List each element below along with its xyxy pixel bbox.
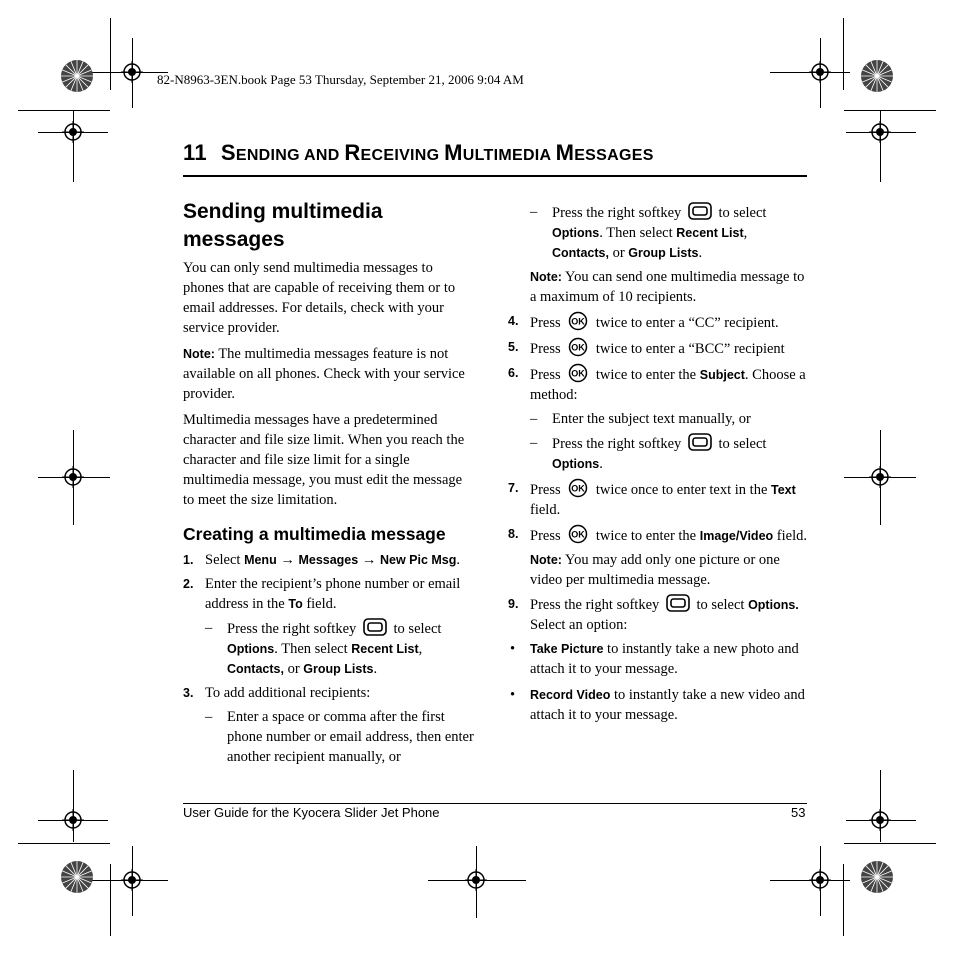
page-number: 53	[791, 805, 806, 820]
title-cap: R	[344, 140, 361, 165]
left-column	[183, 198, 475, 771]
registration-target-icon	[121, 869, 143, 891]
crop-line	[844, 110, 936, 111]
registration-target-icon	[869, 121, 891, 143]
chapter-title-word	[221, 140, 344, 165]
step-9	[508, 594, 808, 635]
step-text: Press	[530, 341, 561, 357]
step-text: .	[698, 245, 703, 261]
subsection-heading: Creating a multimedia message	[183, 524, 446, 544]
title-rest: ECEIVING	[360, 147, 445, 164]
step-number: 1.	[183, 553, 194, 567]
dash-marker: –	[205, 709, 213, 725]
chapter-title-word	[344, 140, 444, 165]
right-softkey-icon	[363, 618, 387, 636]
step-number: 3.	[183, 686, 194, 700]
step-text: Press	[530, 482, 561, 498]
ok-key-icon	[568, 311, 588, 331]
step-5	[508, 337, 808, 359]
section-heading: Sending multimedia messages	[183, 200, 383, 251]
step-text: .	[599, 456, 603, 472]
intro-paragraph: You can only send multimedia messages to phones that are capable of receiving them or to email addresses. For details, check with your service provider.	[183, 260, 456, 336]
bullet-text: to instantly take a new photo and attach it to your message.	[530, 641, 799, 677]
step-3-option-2	[508, 202, 808, 263]
registration-target-icon	[809, 869, 831, 891]
step-number: 7.	[508, 481, 519, 495]
step-number: 9.	[508, 597, 519, 611]
step-text: . Then select	[274, 641, 352, 657]
crop-line	[844, 843, 936, 844]
group-lists-label: Group Lists	[303, 662, 374, 676]
step-text: ,	[418, 641, 423, 657]
image-video-field-label: Image/Video	[699, 529, 774, 543]
dash-marker: –	[530, 435, 538, 451]
ok-key-icon	[568, 337, 588, 357]
step-text: twice once to enter text in the	[595, 482, 772, 498]
note-paragraph	[508, 550, 808, 590]
options-label: Options.	[748, 598, 799, 612]
title-cap: M	[444, 140, 463, 165]
step-text: or	[283, 661, 304, 677]
contacts-label: Contacts,	[552, 246, 609, 260]
right-softkey-icon	[688, 433, 712, 451]
registration-target-icon	[121, 61, 143, 83]
step-text: Enter a space or comma after the first phone number or email address, then enter another recipient manually, or	[227, 709, 474, 765]
step-text: twice to enter the	[595, 367, 700, 383]
step-text: or	[608, 245, 629, 261]
ok-key-label: OK	[571, 368, 585, 379]
step-6-option-1	[508, 409, 808, 429]
options-label: Options	[227, 642, 275, 656]
step-text: field.	[302, 596, 337, 612]
note-label: Note:	[183, 347, 215, 361]
footer-title: User Guide for the Kyocera Slider Jet Phone	[183, 805, 440, 820]
crop-line	[110, 864, 111, 936]
step-text: Select	[205, 552, 245, 568]
step-text: Select an option:	[530, 617, 628, 633]
crop-line	[18, 110, 110, 111]
footer-rule	[183, 803, 807, 804]
note-paragraph	[508, 267, 808, 307]
new-pic-msg-label: New Pic Msg	[379, 553, 457, 567]
dash-marker: –	[205, 620, 213, 636]
record-video-label: Record Video	[530, 688, 611, 702]
note-paragraph	[183, 344, 475, 404]
book-header: 82-N8963-3EN.book Page 53 Thursday, September 21, 2006 9:04 AM	[157, 72, 524, 87]
step-text: Enter the subject text manually, or	[552, 411, 751, 427]
crop-line	[110, 18, 111, 90]
step-text: twice to enter a “BCC” recipient	[595, 341, 785, 357]
chapter-title	[183, 140, 654, 166]
step-number: 4.	[508, 314, 519, 328]
step-text: to select	[718, 436, 767, 452]
step-text: ,	[743, 225, 748, 241]
step-6-option-2	[508, 433, 808, 474]
step-text: to select	[393, 621, 442, 637]
step-number: 6.	[508, 366, 519, 380]
options-label: Options	[552, 226, 600, 240]
step-text: Press the right softkey	[530, 597, 660, 613]
crop-line	[73, 770, 74, 842]
title-cap: M	[555, 140, 575, 165]
contacts-label: Contacts,	[227, 662, 284, 676]
crop-line	[843, 18, 844, 90]
step-text: field.	[530, 502, 561, 518]
registration-target-icon	[465, 869, 487, 891]
step-text: to select	[696, 597, 749, 613]
step-text: field.	[773, 528, 807, 544]
crop-line	[843, 864, 844, 936]
note-text: You may add only one picture or one video per multimedia message.	[530, 552, 780, 588]
bullet-text: to instantly take a new video and attach it to your message.	[530, 687, 805, 723]
color-bar-star-icon	[860, 59, 894, 93]
title-rest: ULTIMEDIA	[462, 147, 556, 164]
options-label: Options	[552, 457, 600, 471]
registration-target-icon	[62, 466, 84, 488]
chapter-title-word	[556, 140, 654, 165]
step-text: to select	[718, 205, 767, 221]
note-text: You can send one multimedia message to a maximum of 10 recipients.	[530, 269, 805, 305]
group-lists-label: Group Lists	[628, 246, 699, 260]
step-text: Press	[530, 315, 561, 331]
ok-key-label: OK	[571, 483, 585, 494]
step-3-option	[183, 707, 475, 767]
registration-target-icon	[809, 61, 831, 83]
ok-key-label: OK	[571, 529, 585, 540]
step-text: twice to enter the	[595, 528, 700, 544]
step-text: . Then select	[599, 225, 677, 241]
ok-key-label: OK	[571, 342, 585, 353]
color-bar-star-icon	[860, 860, 894, 894]
note-label: Note:	[530, 270, 562, 284]
title-cap: S	[220, 140, 236, 165]
right-softkey-icon	[666, 594, 690, 612]
dash-marker: –	[530, 411, 538, 427]
registration-target-icon	[62, 121, 84, 143]
arrow-icon: →	[358, 552, 380, 568]
step-number: 5.	[508, 340, 519, 354]
title-rest: ENDING AND	[235, 147, 345, 164]
note-text: The multimedia messages feature is not available on all phones. Check with your service provider.	[183, 346, 465, 402]
ok-key-icon	[568, 478, 588, 498]
messages-label: Messages	[298, 553, 359, 567]
step-text: Enter the recipient’s phone number or email address in the	[205, 576, 461, 612]
ok-key-icon	[568, 524, 588, 544]
chapter-title-word	[444, 140, 555, 165]
step-text: Press the right softkey	[227, 621, 357, 637]
step-8	[508, 524, 808, 546]
color-bar-star-icon	[60, 59, 94, 93]
step-text: . Choose a method:	[530, 367, 806, 403]
crop-line	[880, 770, 881, 842]
limits-paragraph: Multimedia messages have a predetermined character and file size limit. When you reach the character and file size limit for a single multimedia message, you must edit the message to meet the size limitation.	[183, 412, 465, 508]
step-text: Press	[530, 367, 561, 383]
ok-key-icon	[568, 363, 588, 383]
right-softkey-icon	[688, 202, 712, 220]
step-text: Press	[530, 528, 561, 544]
step-1	[183, 550, 475, 570]
step-text: twice to enter a “CC” recipient.	[595, 315, 779, 331]
option-record-video	[508, 685, 808, 725]
registration-target-icon	[869, 466, 891, 488]
title-rest: ESSAGES	[574, 147, 654, 164]
step-number: 2.	[183, 577, 194, 591]
subject-field-label: Subject	[699, 368, 745, 382]
registration-target-icon	[62, 809, 84, 831]
note-label: Note:	[530, 553, 562, 567]
step-text: .	[456, 552, 461, 568]
registration-target-icon	[869, 809, 891, 831]
bullet-marker: •	[510, 641, 516, 657]
dash-marker: –	[530, 204, 538, 220]
step-number: 8.	[508, 527, 519, 541]
bullet-marker: •	[510, 687, 516, 703]
arrow-icon: →	[276, 552, 299, 568]
step-6	[508, 363, 808, 405]
step-7	[508, 478, 808, 520]
step-text: Press the right softkey	[552, 436, 682, 452]
take-picture-label: Take Picture	[530, 642, 604, 656]
chapter-number: 11	[183, 140, 207, 165]
crop-line	[18, 843, 110, 844]
step-2	[183, 574, 475, 614]
step-2-option	[183, 618, 475, 679]
step-3	[183, 683, 475, 703]
step-text: To add additional recipients:	[205, 685, 371, 701]
recent-list-label: Recent List	[351, 642, 419, 656]
step-4	[508, 311, 808, 333]
to-field-label: To	[288, 597, 303, 611]
text-field-label: Text	[771, 483, 796, 497]
right-column	[508, 202, 808, 731]
menu-label: Menu	[244, 553, 277, 567]
recent-list-label: Recent List	[676, 226, 744, 240]
step-text: Press the right softkey	[552, 205, 682, 221]
step-text: .	[373, 661, 378, 677]
ok-key-label: OK	[571, 316, 585, 327]
color-bar-star-icon	[60, 860, 94, 894]
chapter-rule	[183, 175, 807, 177]
option-take-picture	[508, 639, 808, 679]
